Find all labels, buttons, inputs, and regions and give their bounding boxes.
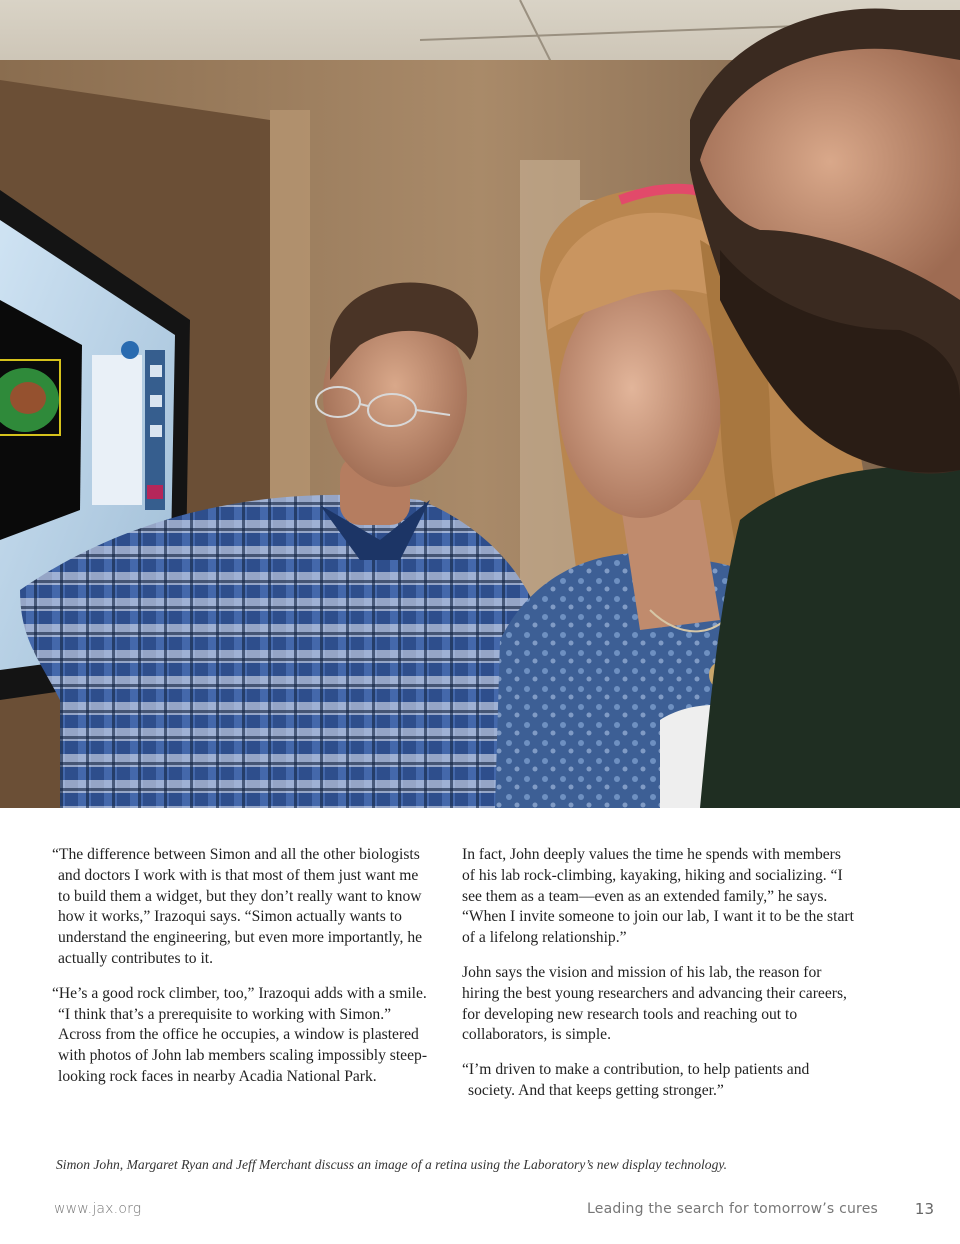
photo-caption: Simon John, Margaret Ryan and Jeff Merchant discuss an image of a retina using the Laboratory’s new display technology. [56,1157,728,1172]
article-paragraph: John says the vision and mission of his lab, the reason for hiring the best young researchers and advancing their careers, for developing new research tools and reaching out to collaborators, is simple. [462,963,847,1044]
article-left-column [52,845,432,1102]
article-right-column [462,845,857,1116]
page-number: 13 [914,1200,934,1218]
footer-website: www.jax.org [54,1201,142,1217]
article-paragraph: “The difference between Simon and all the other biologists and doctors I work with is that most of them just want me to build them a widget, but they don’t really want to know how it works,” Irazoqui says. “Simon actually wants to understand the engineering, but even more importantly, he actually contributes to it. [52,846,423,967]
article-paragraph: In fact, John deeply values the time he spends with members of his lab rock-climbing, kayaking, hiking and socializing. “I see them as a team—even as an extended family,” he says. “When I invite someone to join our lab, I want it to be the start of a lifelong relationship.” [462,846,854,947]
article-paragraph: “I’m driven to make a contribution, to help patients and society. And that keeps getting stronger.” [462,1061,810,1099]
article-paragraph: “He’s a good rock climber, too,” Irazoqui adds with a smile. “I think that’s a prerequisite to working with Simon.” Across from the office he occupies, a window is plastered with photos of John lab members scaling impossibly steep-looking rock faces in nearby Acadia National Park. [52,984,428,1085]
footer-tagline: Leading the search for tomorrow’s cures [587,1201,878,1217]
